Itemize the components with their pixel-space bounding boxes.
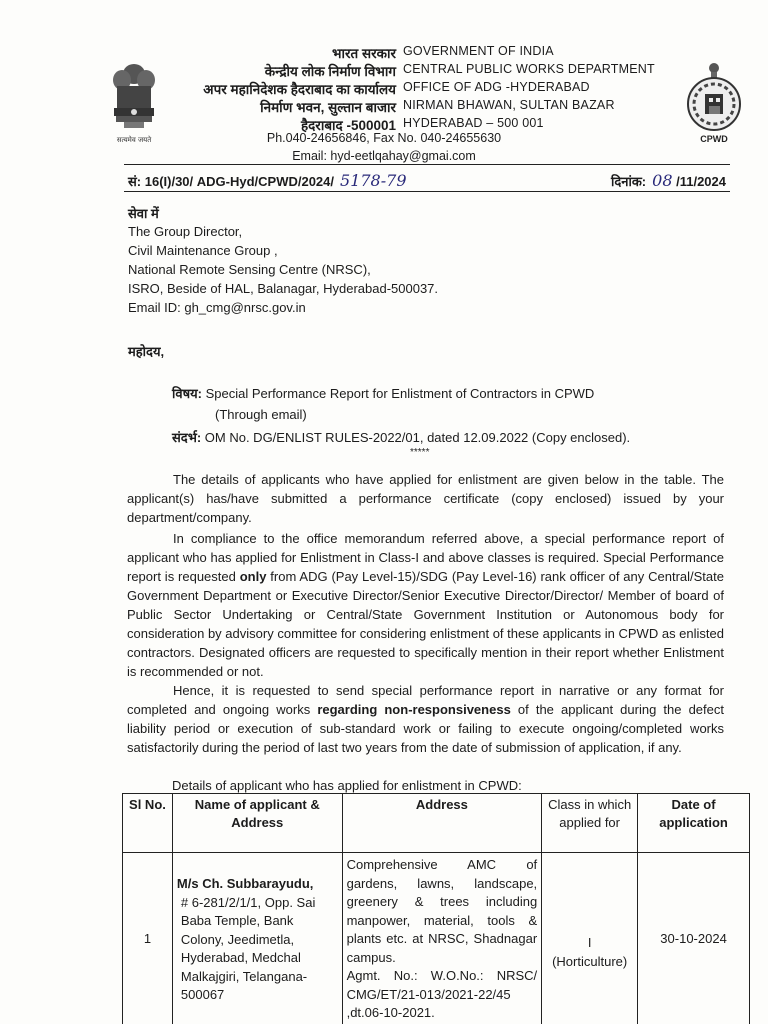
paragraph-2-b: from ADG (Pay Level-15)/SDG (Pay Level-16) rank officer of any Central/State Government Department or Executive Director/Senior Executive Director/Director/ Member of board of Public Sector Undertaking or Central/State Government Institution or Autonomous body for consideration by advisory committee for considering enlistment of these applicants in CPWD as enlisted contractors. Designated officers are requested to specifically mention in their report whether Enlistment is recommended or not. bbox=[127, 569, 724, 679]
work-description: Comprehensive AMC of gardens, lawns, landscape, greenery & trees including manpower, material, tools & plants etc. at NRSC, Shadnagar campus. bbox=[346, 857, 538, 965]
header-address: Address bbox=[342, 794, 542, 853]
date-printed: /11/2024 bbox=[672, 174, 726, 189]
table-row bbox=[123, 853, 750, 1024]
paragraph-3-a: Hence, it is requested to send special performance report in narrative or any format for completed and ongoing works bbox=[127, 683, 724, 717]
cell-sl: 1 bbox=[123, 853, 173, 1024]
reference-om bbox=[172, 428, 630, 447]
cell-address bbox=[342, 853, 542, 1024]
subject-through: (Through email) bbox=[215, 407, 307, 422]
header-english-4: NIRMAN BHAWAN, SULTAN BAZAR bbox=[403, 98, 615, 112]
header-email: Email: hyd-eetlqahay@gmai.com bbox=[292, 149, 476, 163]
cell-name bbox=[172, 853, 342, 1024]
addressee-line-1: The Group Director, bbox=[128, 224, 243, 239]
addressee-email: Email ID: gh_cmg@nrsc.gov.in bbox=[128, 300, 306, 315]
addressee-line-4: ISRO, Beside of HAL, Balanagar, Hyderabad-500037. bbox=[128, 281, 439, 296]
cpwd-logo-text: CPWD bbox=[700, 134, 728, 144]
separator-stars: ***** bbox=[410, 447, 430, 458]
date-handwritten: 08 bbox=[652, 171, 673, 190]
header-english-1: GOVERNMENT OF INDIA bbox=[403, 44, 554, 58]
header-date: Date of application bbox=[638, 794, 750, 853]
emblem-motto: सत्यमेव जयते bbox=[116, 136, 152, 144]
addressee-line-2: Civil Maintenance Group , bbox=[128, 243, 278, 258]
table-header-row bbox=[123, 794, 750, 853]
header-sl: Sl No. bbox=[123, 794, 173, 853]
reference-date bbox=[611, 171, 726, 190]
reference-number bbox=[128, 171, 407, 190]
paragraph-2-bold: only bbox=[239, 569, 267, 584]
paragraph-3 bbox=[127, 681, 724, 757]
reference-om-label: संदर्भ: bbox=[172, 430, 202, 445]
phone-fax: Ph.040-24656846, Fax No. 040-24655630 bbox=[266, 131, 502, 145]
applicant-name: M/s Ch. Subbarayudu, bbox=[176, 876, 314, 891]
subject-line bbox=[172, 384, 594, 403]
subject-text: Special Performance Report for Enlistment of Contractors in CPWD bbox=[201, 386, 595, 401]
agreement-number: Agmt. No.: W.O.No.: NRSC/ CMG/ET/21-013/2021-22/45 ,dt.06-10-2021. bbox=[346, 968, 538, 1020]
header-hindi-2: केन्द्रीय लोक निर्माण विभाग bbox=[264, 64, 396, 79]
subject-label: विषय: bbox=[172, 386, 202, 401]
class-number: I bbox=[587, 935, 592, 951]
paragraph-3-bold: regarding non-responsiveness bbox=[317, 702, 511, 717]
reference-number-printed: सं: 16(I)/30/ ADG-Hyd/CPWD/2024/ bbox=[128, 174, 335, 189]
date-label: दिनांक: bbox=[610, 174, 647, 189]
header-hindi-5: हैदराबाद -500001 bbox=[300, 118, 396, 133]
salutation-to: सेवा में bbox=[128, 206, 159, 221]
paragraph-3-b: of the applicant during the defect liability period or execution of sub-standard work or failing to execute ongoing/completed works satisfactorily during the period of last two years from the date of submission of application, if any. bbox=[127, 702, 724, 755]
reference-line bbox=[124, 164, 730, 192]
greeting: महोदय, bbox=[128, 344, 165, 359]
header-name: Name of applicant & Address bbox=[172, 794, 342, 853]
reference-om-text: OM No. DG/ENLIST RULES-2022/01, dated 12.09.2022 (Copy enclosed). bbox=[201, 430, 631, 445]
applicant-address: # 6-281/2/1/1, Opp. Sai Baba Temple, Bank Colony, Jeedimetla, Hyderabad, Medchal Malkajgiri, Telangana-500067 bbox=[180, 894, 316, 1002]
header-english-5: HYDERABAD – 500 001 bbox=[403, 116, 544, 130]
class-name: (Horticulture) bbox=[552, 953, 628, 969]
header-class: Class in which applied for bbox=[542, 794, 638, 853]
header-hindi-3: अपर महानिदेशक हैदराबाद का कार्यालय bbox=[203, 82, 396, 97]
header-hindi-4: निर्माण भवन, सुल्तान बाजार bbox=[260, 100, 396, 115]
header-hindi-1: भारत सरकार bbox=[332, 46, 396, 61]
paragraph-2 bbox=[127, 529, 724, 681]
table-caption: Details of applicant who has applied for enlistment in CPWD: bbox=[172, 778, 522, 793]
header-english-2: CENTRAL PUBLIC WORKS DEPARTMENT bbox=[403, 62, 655, 76]
header-english-3: OFFICE OF ADG -HYDERABAD bbox=[403, 80, 590, 94]
cell-class bbox=[542, 853, 638, 1024]
addressee-line-3: National Remote Sensing Centre (NRSC), bbox=[128, 262, 371, 277]
cell-date: 30-10-2024 bbox=[638, 853, 750, 1024]
paragraph-1: The details of applicants who have applied for enlistment are given below in the table. The applicant(s) has/have submitted a performance certificate (copy enclosed) issued by your department/company. bbox=[127, 472, 724, 525]
paragraph-2-a: In compliance to the office memorandum referred above, a special performance report of applicant who has applied for Enlistment in Class-I and above classes is required. Special Performance report is requested bbox=[127, 531, 724, 584]
applicant-table bbox=[122, 793, 750, 1024]
reference-number-handwritten: 5178-79 bbox=[340, 171, 407, 190]
